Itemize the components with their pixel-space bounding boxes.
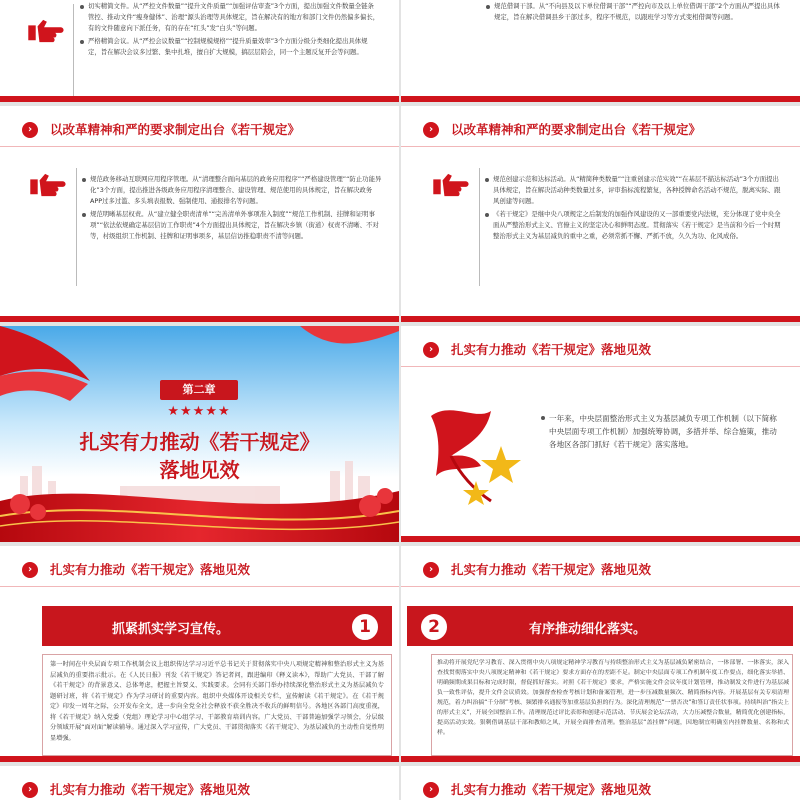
section-title: 抓紧抓实学习宣传。 — [112, 622, 230, 637]
banner-underline — [401, 146, 800, 147]
section-paragraph: 推动将开展党纪学习教育、深入贯彻中央八项规定精神学习教育与持续整治形式主义为基层减负紧密结合，一体部署、一体落实，深入查找贯彻落实中央八项规定精神和《若干规定》要求方面存在的差距不足。制定中央层面专项工作机制年度工作要点，细化落实举措、明确频期成果目标和完成时限，督促抓好落实。对照《若干规定》要求，严格实施文件会议年度计划管理，推动制发文件进行为基层减负一致性评估，提升文件会议质效。加强督查检查考核计划和备案管理，进一步压减数量频次、精简指标内容。开展基层有关专项清理规范，着力纠治搞“千分制”考核、频繁排名通报等加重基层负担的行为。深化清理规范“一票否决”和签订责任状事项。持续纠治“指尖上的形式主义”，开展全国整治工作。清理规范过评比表彰和创建示范活动、节庆展会论坛活动，大力压减整合数量，精简优化创建指标，提高活动实效。狠剩借调基层干部和教师之风，开展全面排查清理。整治基层“盖挂牌”问题，因地制宜明确室内挂牌数量、名称和式样。 — [437, 660, 789, 736]
bullet-item: 规范借调干部。从“不向县及以下单位借调干部”“严控向市及以上单位借调干部”2个方面从严提出具体规定，旨在解决借调县乡干部过多，程序不规范，以跟班学习等方式变相借调等问题。 — [486, 1, 781, 23]
slide-bottom-bar — [401, 316, 800, 322]
bullet-item: 规范政务移动互联网应用程序管理。从“清理整合面向基层的政务应用程序”“严格建设管理”“防止功能异化”3个方面，提出推进各级政务应用程序清理整合、建设管理、规范使用的具体规定，旨在解决政务APP过多过滥、多头填表报数、强制使用、通报排名等问题。 — [82, 174, 382, 207]
section-number-badge: 1 — [350, 612, 380, 642]
slide-5-chapter-cover — [0, 326, 399, 542]
divider-line — [76, 168, 77, 286]
chevron-right-icon: › — [423, 342, 439, 358]
bullet-list — [486, 1, 781, 25]
banner-underline — [401, 366, 800, 367]
pointing-hand-icon — [26, 18, 64, 44]
bullet-item: 规范创建示范和达标活动。从“精简种类数量”“注重创建示范实效”“在基层不描达标活动”3个方面提出具体规定，旨在解决活动种类数量过多，评审指标流程繁复，各种授牌命名活动不规范，脱离实际、跟风创建等问题。 — [485, 174, 783, 207]
pointing-hand-icon — [28, 172, 66, 198]
bullet-item: 《若干规定》是继中央八项规定之后制发的加强作风建设的又一部重要党内法规，充分体现了党中央全面从严整治形式主义、官僚主义的坚定决心和鲜明态度。贯彻落实《若干规定》是当前和今后一个时期整治形式主义为基层减负的重中之重，必须常抓不懈、严抓不放，久久为功、化风成俗。 — [485, 209, 783, 242]
section-title: 有序推动细化落实。 — [529, 622, 647, 637]
slide-8 — [401, 546, 800, 762]
divider-line — [479, 168, 480, 286]
banner-underline — [0, 586, 399, 587]
chevron-right-icon: › — [22, 562, 38, 578]
section-banner — [0, 776, 399, 800]
slide-7 — [0, 546, 399, 762]
section-banner — [401, 776, 800, 800]
chapter-title-line-2: 落地见效 — [159, 458, 240, 482]
banner-title: 扎实有力推动《若干规定》落地见效 — [451, 342, 652, 357]
slide-4 — [401, 106, 800, 322]
chevron-right-icon: › — [22, 782, 38, 798]
chapter-label-box — [160, 380, 238, 400]
section-banner — [401, 556, 800, 582]
chevron-right-icon: › — [423, 562, 439, 578]
bullet-list — [82, 174, 382, 244]
slide-9 — [0, 766, 399, 800]
banner-title: 扎实有力推动《若干规定》落地见效 — [451, 782, 652, 797]
divider-line — [73, 4, 74, 96]
bullet-item: 规范明晰基层权责。从“建立健全职责清单”“完善清单外事项准入制度”“规范工作机制、挂牌和证明事项”“依法依规确定基层信访工作职责”4个方面提出具体规定，旨在解决乡镇（街道）权责不清晰、不对等，村级组织工作机制、挂牌和证明事项多，基层信访推稳职责不清等问题。 — [82, 209, 382, 242]
star-row-icon: ★★★★★ — [167, 404, 231, 419]
chevron-right-icon: › — [22, 122, 38, 138]
banner-underline — [401, 586, 800, 587]
section-banner — [401, 116, 800, 142]
slide-1 — [0, 0, 399, 102]
bullet-list — [541, 412, 781, 453]
banner-underline — [0, 146, 399, 147]
chevron-right-icon: › — [423, 782, 439, 798]
banner-title: 以改革精神和严的要求制定出台《若干规定》 — [451, 122, 702, 137]
slide-bottom-bar — [0, 756, 399, 762]
banner-title: 扎实有力推动《若干规定》落地见效 — [50, 782, 251, 797]
slide-6 — [401, 326, 800, 542]
chevron-right-icon: › — [423, 122, 439, 138]
section-number-badge: 2 — [419, 612, 449, 642]
slide-bottom-bar — [0, 96, 399, 102]
banner-title: 以改革精神和严的要求制定出台《若干规定》 — [50, 122, 301, 137]
slide-bottom-bar — [401, 756, 800, 762]
section-paragraph: 第一时间在中央层面专项工作机制会议上组织传达学习习近平总书记关于贯彻落实中央八项规定精神和整治形式主义为基层减负的重要指示批示。在《人民日报》刊发《若干规定》答记者问，跟进编印《释义读本》，帮助广大党员、干部了解《若干规定》的背景意义、总体考虑，把握主旨要义、实践要求。会同有关部门举办持续深化整治形式主义为基层减负专题研讨班，将《若干规定》作为学习研讨的重要内容。组织中央媒体开设相关专栏，宣传解读《若干规定》。在《若干规定》印发一周年之际，公开发布全文，进一步向全党全社会释放不获全胜决不收兵的鲜明信号。各地区各部门高度重视，将《若干规定》纳入党委（党组）理论学习中心组学习、干部教育培训内容。广大党员、干部普遍加强学习领会，分层级分领域开展“面对面”解读辅导。通过深入学习宣传，广大党员、干部贯彻落实《若干规定》、为基层减负的主动性自觉性明显增强。 — [50, 661, 384, 742]
bullet-list — [80, 1, 380, 60]
slide-3 — [0, 106, 399, 322]
banner-title: 扎实有力推动《若干规定》落地见效 — [451, 562, 652, 577]
bullet-list — [485, 174, 783, 244]
flag-and-stars-illustration — [421, 396, 531, 516]
slide-bottom-bar — [401, 96, 800, 102]
slide-10 — [401, 766, 800, 800]
bullet-item: 严格精简会议。从“严控会议数量”“控制规模规格”“提升质量效率”3个方面分级分类细化提出具体规定，旨在解决会议多过繁、集中扎堆，擅自扩大规模，搞层层陪会，同一个主题反复开会等问题。 — [80, 36, 380, 58]
chapter-label: 第二章 — [182, 383, 216, 396]
section-banner — [401, 336, 800, 362]
slide-bottom-bar — [0, 316, 399, 322]
slide-2 — [401, 0, 800, 102]
chapter-title-line-1: 扎实有力推动《若干规定》 — [79, 430, 320, 454]
pointing-hand-icon — [431, 172, 469, 198]
bullet-item: 切实精简文件。从“严控文件数量”“提升文件质量”“加强评估审查”3个方面，提出加强文件数量全链条管控、推动文件“瘦身健体”、治理“源头治理等具体规定，旨在解决有的地方和部门文件仍然偏多偏长，有的文件随意向下派任务，有的存在“红头”发“白头”等问题。 — [80, 1, 380, 34]
bullet-item: 一年来，中央层面整治形式主义为基层减负专项工作机制（以下简称中央层面专项工作机制）加强统筹协调，多措并举、综合施策，推动各地区各部门抓好《若干规定》落实落地。 — [541, 412, 781, 451]
section-banner — [0, 116, 399, 142]
banner-title: 扎实有力推动《若干规定》落地见效 — [50, 562, 251, 577]
section-banner — [0, 556, 399, 582]
slide-bottom-bar — [401, 536, 800, 542]
